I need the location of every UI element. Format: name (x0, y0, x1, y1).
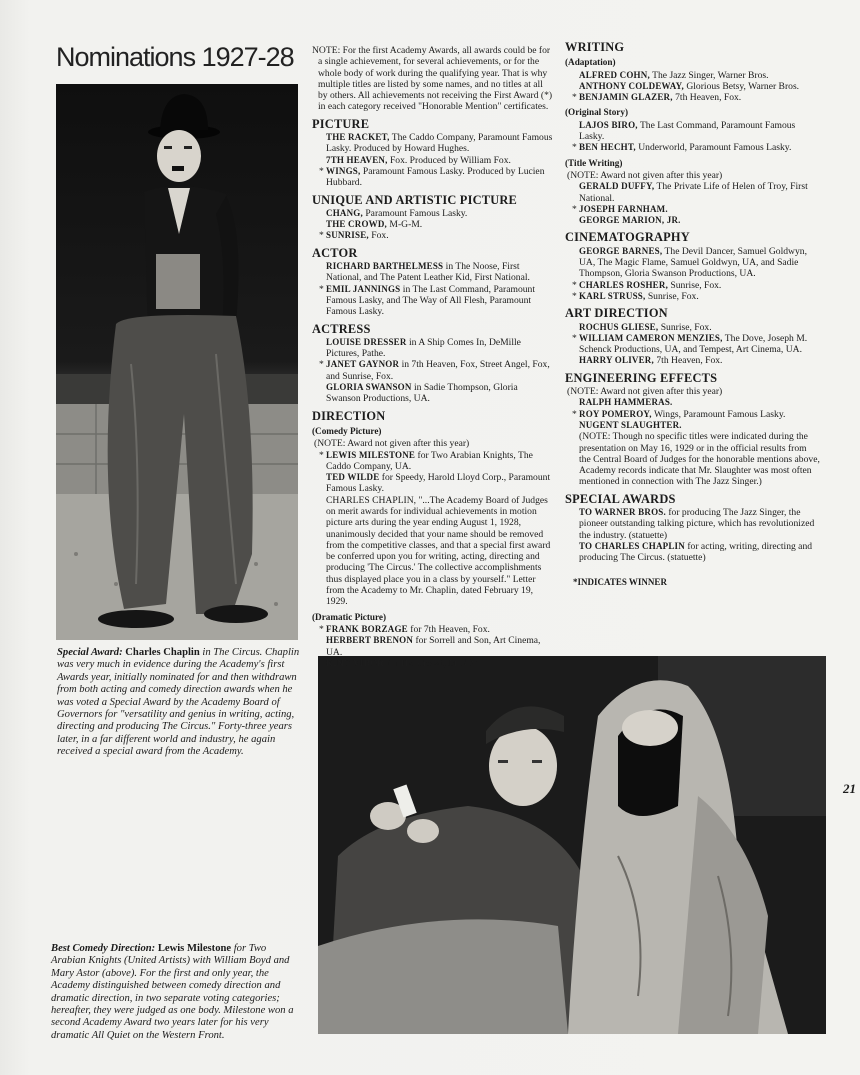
nominee-detail: in A Ship Comes In, DeMille Pictures, Pathe. (326, 336, 521, 360)
nominee-detail: for Sorrell and Son, Art Cinema, UA. (326, 635, 541, 658)
nominee-entry (565, 333, 820, 356)
category-actress-heading: ACTRESS (312, 321, 371, 336)
category-cinematography-heading: CINEMATOGRAPHY (565, 230, 690, 245)
winner-mark: * (319, 165, 324, 177)
winner-legend: *INDICATES WINNER (573, 577, 667, 588)
nominee-name: TO WARNER BROS. (579, 506, 666, 517)
nominee-detail: 7th Heaven, Fox. (672, 92, 742, 104)
category-actress-list (312, 337, 554, 405)
nominee-detail: Paramount Famous Lasky. Produced by Lucien Hubbard. (326, 165, 545, 189)
nominee-entry (312, 166, 554, 189)
nominee-detail: Sunrise, Fox. (668, 279, 722, 291)
direction-comedy-list (312, 450, 554, 495)
nominee-detail: Fox. (368, 230, 389, 242)
nominee-entry (565, 181, 820, 204)
writing-original-subheading: (Original Story) (565, 107, 629, 118)
nominee-name: JOSEPH FARNHAM. (579, 203, 668, 214)
nominee-entry (312, 635, 554, 658)
nominee-entry (565, 142, 820, 153)
category-art-direction-heading: ART DIRECTION (565, 306, 668, 321)
nominee-detail: in Sadie Thompson, Gloria Swanson Productions, UA. (326, 382, 518, 405)
nominee-name: HARRY OLIVER, (579, 355, 654, 366)
nominee-detail: Glorious Betsy, Warner Bros. (683, 80, 800, 92)
writing-original-list (565, 120, 820, 154)
winner-mark: * (572, 203, 577, 215)
nominee-entry (312, 472, 554, 495)
nominee-entry (565, 507, 820, 541)
nominee-entry (312, 284, 554, 318)
category-unique-list (312, 208, 554, 242)
writing-title-list (565, 181, 820, 226)
milestone-caption-lead: Best Comedy Direction: (51, 943, 156, 954)
nominee-detail: in The Last Command, Paramount Famous Lasky, and The Way of All Flesh, Paramount Famous Lasky. (326, 283, 536, 318)
chaplin-caption (57, 647, 303, 759)
winner-mark: * (319, 283, 324, 295)
winner-mark: * (572, 92, 577, 104)
nominee-name: BEN HECHT, (579, 142, 636, 153)
nominee-name: THE CROWD, (326, 219, 388, 230)
two-arabian-knights-photo (318, 656, 826, 1034)
nominee-name: GLORIA SWANSON (326, 382, 412, 393)
direction-dramatic-list (312, 624, 554, 669)
winner-mark: * (572, 408, 577, 420)
nominee-name: NUGENT SLAUGHTER. (579, 419, 682, 430)
nominee-detail: Wings, Paramount Famous Lasky. (651, 408, 786, 420)
nominee-detail: for 7th Heaven, Fox. (407, 623, 490, 635)
nominee-entry (312, 382, 554, 405)
nominee-name: BENJAMIN GLAZER, (579, 92, 673, 103)
nominee-name: GERALD DUFFY, (579, 181, 655, 192)
nominee-detail: for The Crowd, M-G-M. (384, 657, 481, 669)
nominations-column-right (565, 42, 820, 589)
nominee-detail: The Private Life of Helen of Troy, First National. (579, 181, 808, 204)
nominee-entry (312, 230, 554, 241)
nominee-detail: The Devil Dancer, Samuel Goldwyn, UA, The Magic Flame, Samuel Goldwyn, UA, and Sadie Thompson, Gloria Swanson Productions, UA. (579, 245, 807, 280)
slaughter-note: (NOTE: Though no specific titles were indicated during the presentation on May 16, 1929 or in the official results from the Central Board of Judges for the honorable mentions above, Academy records indicate that Mr. Slaughter was most often mentioned in connection with The Jazz Singer.) (579, 431, 820, 488)
nominee-entry (312, 658, 554, 669)
category-special-list (565, 507, 820, 563)
nominee-entry (565, 291, 820, 302)
nominee-detail: Sunrise, Fox. (658, 321, 712, 333)
nominee-entry (565, 280, 820, 291)
nominee-entry (565, 215, 820, 226)
nominee-entry (312, 219, 554, 230)
nominee-entry (565, 355, 820, 366)
category-writing-heading: WRITING (565, 40, 625, 54)
nominee-entry (565, 81, 820, 92)
category-direction-heading: DIRECTION (312, 408, 386, 423)
winner-mark: * (319, 359, 324, 371)
chaplin-caption-body: in The Circus. Chaplin was very much in evidence during the Academy's first Awards year, initially nominated for and then withdrawn from both acting and comedy direction awards when he was voted a Special Award by the Academy Board of Governors for "versatility and genius in writing, acting, directing and producing The Circus." Forty-three years later, in a far different world and industry, he again received a special award from the Academy. (57, 647, 300, 758)
nominee-entry (565, 541, 820, 564)
nominee-name: KARL STRUSS, (579, 290, 646, 301)
nominee-entry (565, 120, 820, 143)
category-actor-heading: ACTOR (312, 245, 358, 260)
nominee-name: JANET GAYNOR (326, 359, 400, 370)
winner-mark: * (319, 230, 324, 242)
category-art-direction-list (565, 322, 820, 367)
milestone-caption-body: for Two Arabian Knights (United Artists) with William Boyd and Mary Astor (above). For the first and only year, the Academy distinguished between comedy direction and dramatic direction, in two separate voting categories; hereafter, they were judged as one body. Milestone won a second Academy Award two years later for his very dramatic All Quiet on the Western Front. (51, 943, 294, 1041)
writing-title-subheading: (Title Writing) (565, 157, 623, 168)
nominee-entry (565, 92, 820, 103)
winner-mark: * (572, 279, 577, 291)
nominee-name: SUNRISE, (326, 230, 369, 241)
category-unique-heading: UNIQUE AND ARTISTIC PICTURE (312, 192, 517, 207)
nominee-entry (312, 337, 554, 360)
nominee-name: EMIL JANNINGS (326, 283, 401, 294)
writing-adaptation-list (565, 70, 820, 104)
category-engineering-heading: ENGINEERING EFFECTS (565, 370, 718, 385)
nominee-entry (312, 208, 554, 219)
nominee-detail: for acting, writing, directing and producing The Circus. (statuette) (579, 540, 813, 564)
nominee-entry (312, 359, 554, 382)
nominee-detail: Paramount Famous Lasky. (362, 207, 468, 219)
nominee-detail: in 7th Heaven, Fox, Street Angel, Fox, and Sunrise, Fox. (326, 359, 550, 382)
nominee-name: THE RACKET, (326, 132, 390, 143)
chaplin-caption-lead: Special Award: (57, 647, 123, 658)
direction-comedy-subheading: (Comedy Picture) (312, 425, 382, 436)
nominee-detail: 7th Heaven, Fox. (653, 355, 723, 367)
nominee-name: 7TH HEAVEN, (326, 154, 388, 165)
nominee-name: LAJOS BIRO, (579, 119, 638, 130)
chaplin-caption-name: Charles Chaplin (122, 647, 200, 658)
nominee-detail: for Speedy, Harold Lloyd Corp., Paramount Famous Lasky. (326, 472, 551, 495)
page-number: 21 (843, 781, 856, 796)
nominee-entry (565, 246, 820, 280)
category-actor-list (312, 261, 554, 317)
nominee-detail: for Two Arabian Knights, The Caddo Company, UA. (326, 449, 533, 472)
nominee-name: TO CHARLES CHAPLIN (579, 540, 685, 551)
nominee-name: RICHARD BARTHELMESS (326, 261, 444, 272)
nominee-name: LEWIS MILESTONE (326, 449, 416, 460)
nominee-name: ROY POMEROY, (579, 408, 652, 419)
winner-mark: * (572, 142, 577, 154)
winner-mark: * (319, 449, 324, 461)
nominee-detail: The Dove, Joseph M. Schenck Productions, UA, and Tempest, Art Cinema, UA. (579, 332, 808, 356)
nominee-name: LOUISE DRESSER (326, 336, 407, 347)
nominee-name: ROCHUS GLIESE, (579, 321, 659, 332)
nominee-detail: M-G-M. (387, 219, 423, 231)
nominee-name: TED WILDE (326, 472, 380, 483)
nominee-entry (565, 420, 820, 431)
nominee-entry (312, 450, 554, 473)
nominee-detail: Fox. Produced by William Fox. (387, 154, 511, 166)
nominee-detail: The Jazz Singer, Warner Bros. (649, 69, 769, 81)
nominee-name: HERBERT BRENON (326, 635, 414, 646)
nominee-name: ANTHONY COLDEWAY, (579, 80, 684, 91)
nominee-name: GEORGE MARION, JR. (579, 215, 681, 226)
nominee-detail: The Caddo Company, Paramount Famous Lasky. Produced by Howard Hughes. (326, 132, 553, 155)
winner-mark: * (572, 290, 577, 302)
category-cinematography-list (565, 246, 820, 302)
category-picture-heading: PICTURE (312, 116, 370, 131)
writing-title-note: (NOTE: Award not given after this year) (567, 169, 723, 181)
category-engineering-list (565, 397, 820, 431)
nominee-name: WILLIAM CAMERON MENZIES, (579, 332, 723, 343)
nominee-entry (565, 397, 820, 408)
nominee-name: CHARLES ROSHER, (579, 279, 669, 290)
chaplin-quote: CHARLES CHAPLIN, "...The Academy Board of Judges on merit awards for individual achievements in motion picture arts during the year ending August 1, 1928, unanimously decided that your name should be removed from the competitive classes, and that a special first award be conferred upon you for writing, acting, directing and producing 'The Circus.' The collective accomplishments thus displayed place you in a class by yourself." Letter from the Academy to Mr. Chaplin, dated February 19, 1929. (326, 494, 551, 608)
category-picture-list (312, 132, 554, 188)
page-title: Nominations 1927-28 (56, 42, 294, 72)
nominee-entry (312, 624, 554, 635)
nominee-name: ALFRED COHN, (579, 69, 650, 80)
nominee-entry (565, 204, 820, 215)
milestone-caption (51, 943, 303, 1042)
nominee-entry (312, 132, 554, 155)
nominee-name: CHANG, (326, 207, 363, 218)
nominee-detail: in The Noose, First National, and The Patent Leather Kid, First National. (326, 261, 530, 284)
nominee-entry (565, 322, 820, 333)
nominee-detail: for producing The Jazz Singer, the pioneer outstanding talking picture, which has revolutionized the industry. (statuette) (579, 506, 815, 541)
chaplin-photo (56, 84, 298, 640)
nominee-entry (565, 70, 820, 81)
category-special-heading: SPECIAL AWARDS (565, 491, 676, 506)
nominee-name: GEORGE BARNES, (579, 245, 663, 256)
writing-adaptation-subheading: (Adaptation) (565, 57, 616, 68)
nominee-name: WINGS, (326, 165, 361, 176)
nominee-entry (565, 409, 820, 420)
direction-dramatic-subheading: (Dramatic Picture) (312, 611, 387, 622)
nominee-detail: Sunrise, Fox. (645, 290, 699, 302)
nominee-name: KING VIDOR (326, 657, 385, 668)
nominee-detail: The Last Command, Paramount Famous Lasky. (579, 119, 796, 143)
intro-note: NOTE: For the first Academy Awards, all awards could be for a single achievement, for several achievements, or for the whole body of work during the qualifying year. That is why multiple titles are listed by some names, and no titles at all by others. All achievements not receiving the First Award (*) in each category received "Honorable Mention" certificates. (312, 45, 553, 113)
milestone-caption-name: Lewis Milestone (155, 943, 232, 954)
nominee-name: FRANK BORZAGE (326, 623, 408, 634)
direction-comedy-note: (NOTE: Award not given after this year) (314, 438, 470, 450)
engineering-note: (NOTE: Award not given after this year) (567, 386, 723, 398)
nominee-entry (312, 155, 554, 166)
nominee-name: RALPH HAMMERAS. (579, 397, 673, 408)
nominations-column-middle (312, 45, 554, 669)
nominee-detail: Underworld, Paramount Famous Lasky. (635, 142, 792, 154)
winner-mark: * (572, 332, 577, 344)
nominee-entry (312, 261, 554, 284)
winner-mark: * (319, 623, 324, 635)
